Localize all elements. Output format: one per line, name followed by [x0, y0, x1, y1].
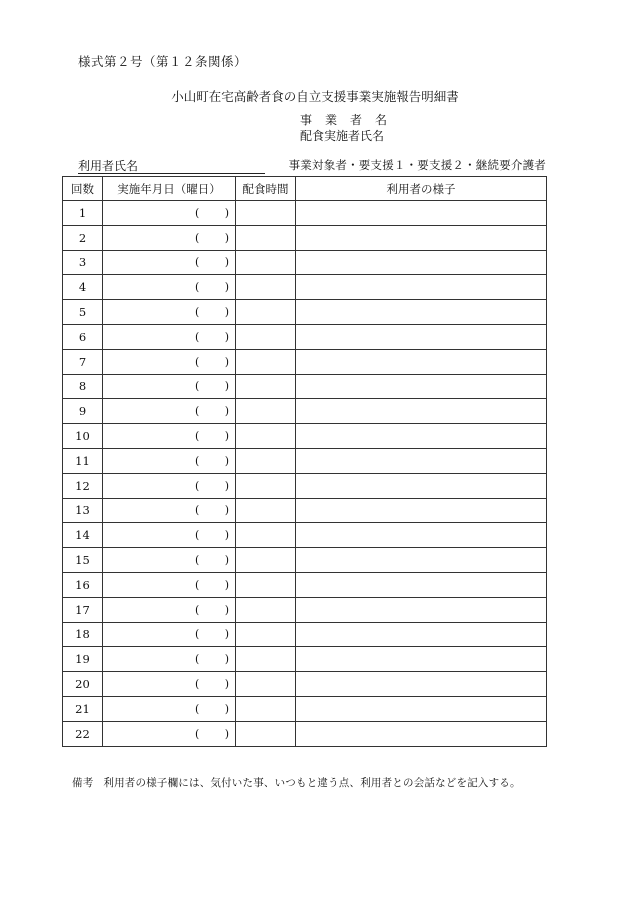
paren-close: )	[224, 379, 229, 393]
condition-cell[interactable]	[296, 448, 547, 473]
table-row	[63, 300, 547, 325]
row-number: 8	[63, 374, 103, 399]
condition-cell[interactable]	[296, 324, 547, 349]
header-date: 実施年月日（曜日）	[103, 177, 236, 201]
condition-cell[interactable]	[296, 399, 547, 424]
time-cell[interactable]	[236, 349, 296, 374]
time-cell[interactable]	[236, 399, 296, 424]
remarks	[72, 775, 521, 790]
paren-open: (	[195, 578, 200, 592]
table-row	[63, 225, 547, 250]
weekday-parens	[195, 628, 229, 641]
date-cell[interactable]	[103, 324, 236, 349]
weekday-parens	[195, 330, 229, 343]
user-category-options: 事業対象者・要支援１・要支援２・継続要介護者	[288, 158, 546, 172]
row-number: 22	[63, 721, 103, 746]
date-cell[interactable]	[103, 201, 236, 226]
weekday-parens	[195, 479, 229, 492]
paren-open: (	[195, 503, 200, 517]
weekday-parens	[195, 678, 229, 691]
date-cell[interactable]	[103, 498, 236, 523]
header-count: 回数	[63, 177, 103, 201]
weekday-parens	[195, 504, 229, 517]
paren-open: (	[195, 379, 200, 393]
row-number: 9	[63, 399, 103, 424]
table-row	[63, 349, 547, 374]
row-number: 18	[63, 622, 103, 647]
condition-cell[interactable]	[296, 424, 547, 449]
table-row	[63, 696, 547, 721]
date-cell[interactable]	[103, 225, 236, 250]
table-row	[63, 374, 547, 399]
paren-close: )	[224, 677, 229, 691]
paren-open: (	[195, 429, 200, 443]
paren-open: (	[195, 305, 200, 319]
weekday-parens	[195, 454, 229, 467]
paren-close: )	[224, 280, 229, 294]
row-number: 21	[63, 696, 103, 721]
row-number: 5	[63, 300, 103, 325]
time-cell[interactable]	[236, 225, 296, 250]
condition-cell[interactable]	[296, 473, 547, 498]
condition-cell[interactable]	[296, 300, 547, 325]
paren-open: (	[195, 330, 200, 344]
time-cell[interactable]	[236, 672, 296, 697]
remarks-label: 備考	[72, 777, 94, 789]
time-cell[interactable]	[236, 324, 296, 349]
weekday-parens	[195, 554, 229, 567]
row-number: 4	[63, 275, 103, 300]
paren-close: )	[224, 454, 229, 468]
table-row	[63, 523, 547, 548]
paren-close: )	[224, 528, 229, 542]
condition-cell[interactable]	[296, 647, 547, 672]
paren-close: )	[224, 429, 229, 443]
paren-close: )	[224, 503, 229, 517]
time-cell[interactable]	[236, 548, 296, 573]
row-number: 16	[63, 572, 103, 597]
condition-cell[interactable]	[296, 374, 547, 399]
row-number: 17	[63, 597, 103, 622]
table-row	[63, 201, 547, 226]
table-row	[63, 647, 547, 672]
date-cell[interactable]	[103, 622, 236, 647]
row-number: 2	[63, 225, 103, 250]
condition-cell[interactable]	[296, 572, 547, 597]
paren-open: (	[195, 652, 200, 666]
table-row	[63, 622, 547, 647]
weekday-parens	[195, 281, 229, 294]
paren-open: (	[195, 677, 200, 691]
condition-cell[interactable]	[296, 597, 547, 622]
paren-open: (	[195, 280, 200, 294]
date-cell[interactable]	[103, 473, 236, 498]
paren-close: )	[224, 404, 229, 418]
time-cell[interactable]	[236, 647, 296, 672]
row-number: 15	[63, 548, 103, 573]
paren-close: )	[224, 553, 229, 567]
table-row	[63, 324, 547, 349]
condition-cell[interactable]	[296, 275, 547, 300]
weekday-parens	[195, 231, 229, 244]
date-cell[interactable]	[103, 548, 236, 573]
weekday-parens	[195, 702, 229, 715]
time-cell[interactable]	[236, 424, 296, 449]
condition-cell[interactable]	[296, 349, 547, 374]
date-cell[interactable]	[103, 374, 236, 399]
paren-open: (	[195, 603, 200, 617]
paren-close: )	[224, 355, 229, 369]
date-cell[interactable]	[103, 448, 236, 473]
time-cell[interactable]	[236, 597, 296, 622]
paren-close: )	[224, 255, 229, 269]
row-number: 10	[63, 424, 103, 449]
condition-cell[interactable]	[296, 250, 547, 275]
paren-close: )	[224, 702, 229, 716]
paren-open: (	[195, 479, 200, 493]
weekday-parens	[195, 578, 229, 591]
condition-cell[interactable]	[296, 523, 547, 548]
row-number: 7	[63, 349, 103, 374]
table-row	[63, 572, 547, 597]
date-cell[interactable]	[103, 721, 236, 746]
table-row	[63, 548, 547, 573]
paren-close: )	[224, 479, 229, 493]
date-cell[interactable]	[103, 300, 236, 325]
time-cell[interactable]	[236, 300, 296, 325]
date-cell[interactable]	[103, 696, 236, 721]
date-cell[interactable]	[103, 597, 236, 622]
row-number: 1	[63, 201, 103, 226]
paren-close: )	[224, 627, 229, 641]
condition-cell[interactable]	[296, 622, 547, 647]
table-row	[63, 250, 547, 275]
paren-open: (	[195, 727, 200, 741]
date-cell[interactable]	[103, 647, 236, 672]
row-number: 20	[63, 672, 103, 697]
operator-block	[300, 112, 400, 144]
delivery-log-table	[62, 176, 547, 747]
paren-close: )	[224, 330, 229, 344]
paren-close: )	[224, 727, 229, 741]
paren-open: (	[195, 206, 200, 220]
form-number: 様式第２号（第１２条関係）	[78, 54, 248, 69]
weekday-parens	[195, 355, 229, 368]
time-cell[interactable]	[236, 201, 296, 226]
time-cell[interactable]	[236, 622, 296, 647]
document-title: 小山町在宅高齢者食の自立支援事業実施報告明細書	[171, 89, 459, 104]
user-info-row	[78, 157, 548, 175]
condition-cell[interactable]	[296, 201, 547, 226]
condition-cell[interactable]	[296, 548, 547, 573]
weekday-parens	[195, 306, 229, 319]
condition-cell[interactable]	[296, 672, 547, 697]
table-row	[63, 672, 547, 697]
time-cell[interactable]	[236, 523, 296, 548]
paren-open: (	[195, 355, 200, 369]
time-cell[interactable]	[236, 696, 296, 721]
paren-close: )	[224, 206, 229, 220]
header-time: 配食時間	[236, 177, 296, 201]
date-cell[interactable]	[103, 250, 236, 275]
date-cell[interactable]	[103, 424, 236, 449]
paren-open: (	[195, 404, 200, 418]
table-row	[63, 597, 547, 622]
table-row	[63, 399, 547, 424]
time-cell[interactable]	[236, 721, 296, 746]
table-row	[63, 275, 547, 300]
paren-close: )	[224, 603, 229, 617]
paren-open: (	[195, 702, 200, 716]
paren-open: (	[195, 627, 200, 641]
paren-close: )	[224, 578, 229, 592]
time-cell[interactable]	[236, 572, 296, 597]
table-row	[63, 721, 547, 746]
remarks-text: 利用者の様子欄には、気付いた事、いつもと違う点、利用者との会話などを記入する。	[103, 777, 521, 789]
date-cell[interactable]	[103, 349, 236, 374]
paren-open: (	[195, 454, 200, 468]
row-number: 11	[63, 448, 103, 473]
header-condition: 利用者の様子	[296, 177, 547, 201]
table-row	[63, 473, 547, 498]
date-cell[interactable]	[103, 672, 236, 697]
time-cell[interactable]	[236, 250, 296, 275]
weekday-parens	[195, 727, 229, 740]
paren-open: (	[195, 528, 200, 542]
weekday-parens	[195, 653, 229, 666]
weekday-parens	[195, 603, 229, 616]
table-row	[63, 424, 547, 449]
time-cell[interactable]	[236, 473, 296, 498]
user-name-field[interactable]: 利用者氏名	[78, 157, 265, 174]
paren-close: )	[224, 231, 229, 245]
table-row	[63, 448, 547, 473]
weekday-parens	[195, 529, 229, 542]
time-cell[interactable]	[236, 448, 296, 473]
weekday-parens	[195, 405, 229, 418]
row-number: 13	[63, 498, 103, 523]
date-cell[interactable]	[103, 275, 236, 300]
row-number: 12	[63, 473, 103, 498]
date-cell[interactable]	[103, 523, 236, 548]
condition-cell[interactable]	[296, 225, 547, 250]
time-cell[interactable]	[236, 498, 296, 523]
row-number: 14	[63, 523, 103, 548]
paren-close: )	[224, 652, 229, 666]
weekday-parens	[195, 380, 229, 393]
paren-open: (	[195, 231, 200, 245]
paren-close: )	[224, 305, 229, 319]
weekday-parens	[195, 430, 229, 443]
table-row	[63, 498, 547, 523]
weekday-parens	[195, 206, 229, 219]
condition-cell[interactable]	[296, 498, 547, 523]
row-number: 3	[63, 250, 103, 275]
condition-cell[interactable]	[296, 721, 547, 746]
table-header-row	[63, 177, 547, 201]
row-number: 19	[63, 647, 103, 672]
weekday-parens	[195, 256, 229, 269]
date-cell[interactable]	[103, 399, 236, 424]
delivery-operator-label: 配食実施者氏名	[300, 129, 385, 143]
paren-open: (	[195, 255, 200, 269]
paren-open: (	[195, 553, 200, 567]
time-cell[interactable]	[236, 374, 296, 399]
condition-cell[interactable]	[296, 696, 547, 721]
date-cell[interactable]	[103, 572, 236, 597]
business-operator-label: 事業者名	[300, 113, 401, 127]
row-number: 6	[63, 324, 103, 349]
time-cell[interactable]	[236, 275, 296, 300]
